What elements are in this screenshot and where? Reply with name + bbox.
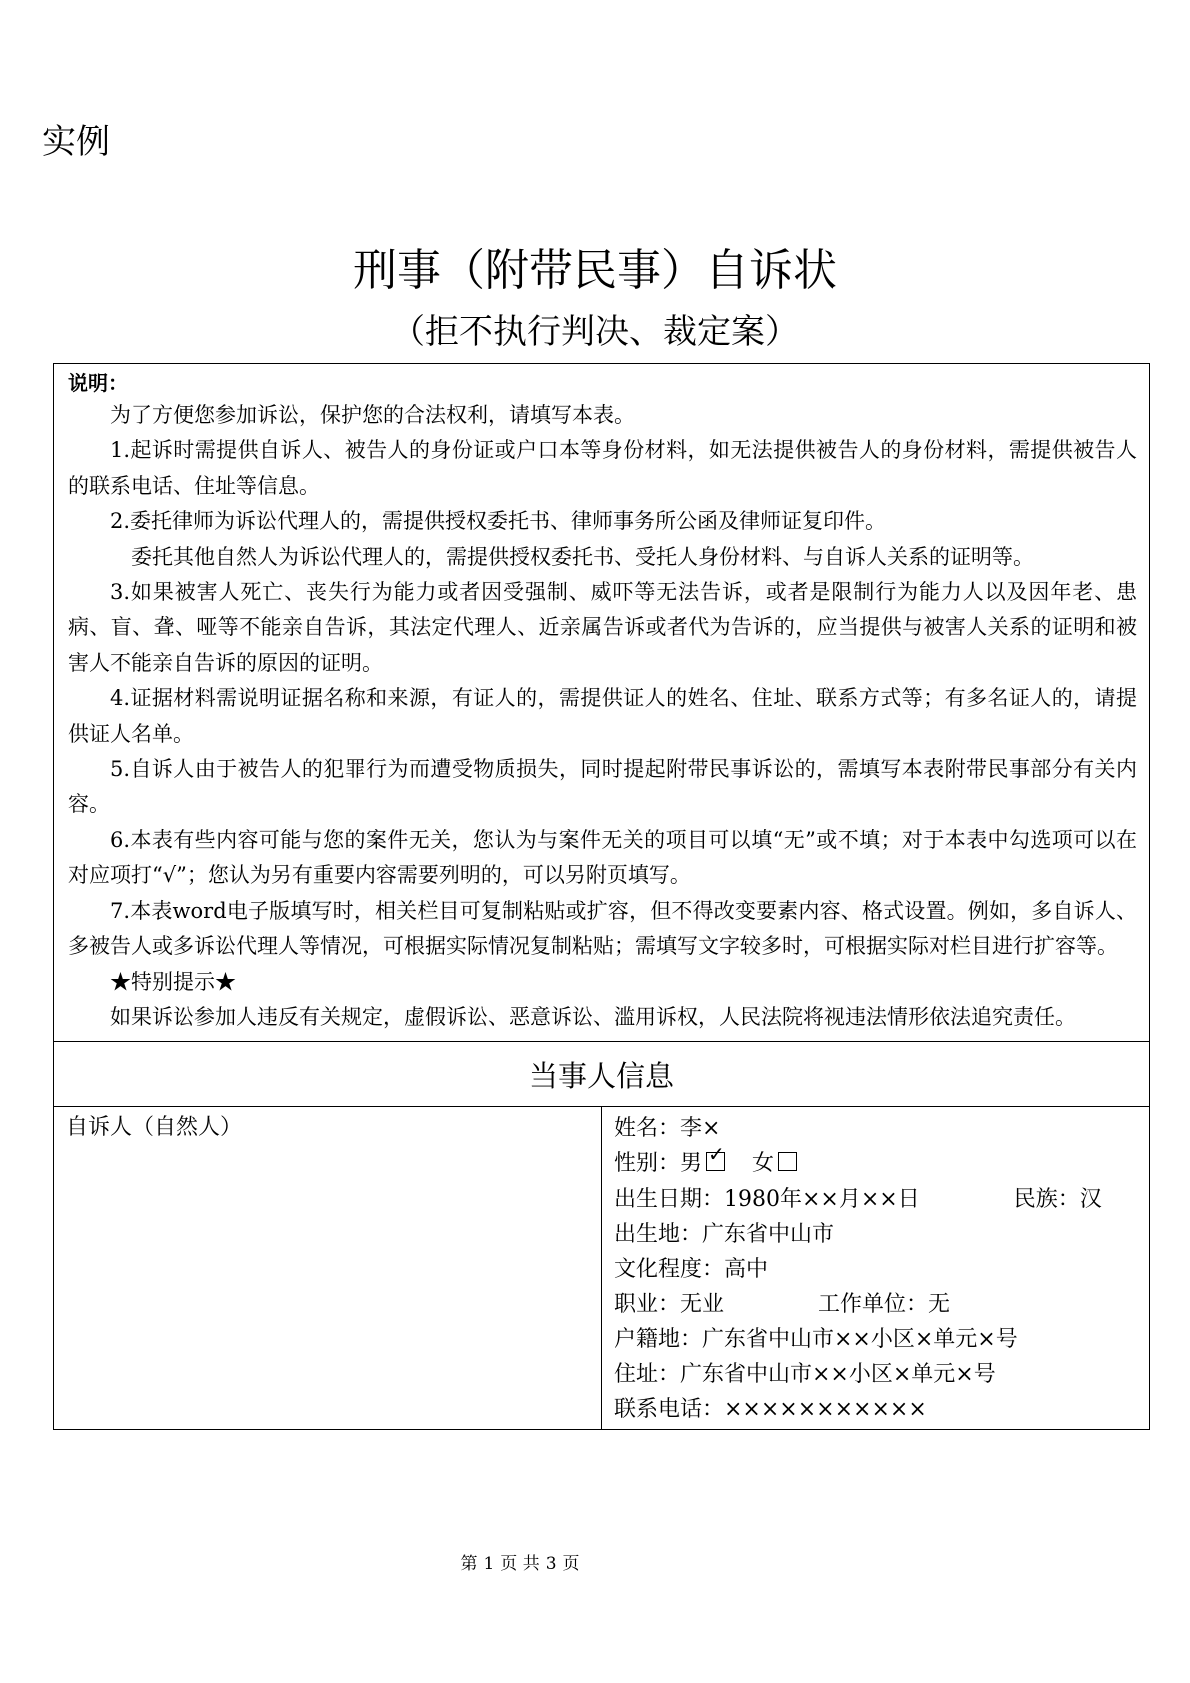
plaintiff-info [602, 1107, 1150, 1430]
plaintiff-address[interactable]: 住址：广东省中山市××小区×单元×号 [614, 1361, 996, 1387]
notes-item-3: 3.如果被害人死亡、丧失行为能力或者因受强制、威吓等无法告诉，或者是限制行为能力人以及因年老、患病、盲、聋、哑等不能亲自告诉，其法定代理人、近亲属告诉或者代为告诉的，应当提供与被害人关系的证明和被害人不能亲自告诉的原因的证明。 [68, 580, 1137, 675]
plaintiff-education[interactable]: 文化程度：高中 [614, 1256, 769, 1282]
notes-item-2: 2.委托律师为诉讼代理人的，需提供授权委托书、律师事务所公函及律师证复印件。 [110, 509, 887, 534]
notes-item-7: 7.本表word电子版填写时，相关栏目可复制粘贴或扩容，但不得改变要素内容、格式设置。例如，多自诉人、多被告人或多诉讼代理人等情况，可根据实际情况复制粘贴；需填写文字较多时，可根据实际对栏目进行扩容等。 [68, 898, 1137, 959]
plaintiff-row [54, 1107, 1150, 1430]
gender-male-checkbox[interactable] [706, 1142, 725, 1171]
checkmark-icon: ✓ [708, 1142, 725, 1167]
special-notice-heading: ★特别提示★ [110, 969, 236, 994]
plaintiff-household-registration[interactable]: 户籍地：广东省中山市××小区×单元×号 [614, 1326, 1018, 1352]
plaintiff-employer[interactable]: 工作单位：无 [818, 1291, 951, 1317]
plaintiff-birth-date[interactable]: 出生日期：1980年××月××日 [614, 1186, 920, 1212]
footer-page-total: 3 [545, 1554, 557, 1574]
plaintiff-gender [614, 1142, 1149, 1181]
footer-page-suffix: 页 [562, 1554, 580, 1574]
plaintiff-birth-line [614, 1182, 1149, 1217]
special-notice-text: 如果诉讼参加人违反有关规定，虚假诉讼、恶意诉讼、滥用诉权，人民法院将视违法情形依法追究责任。 [110, 1004, 1076, 1029]
page-footer [0, 1553, 1040, 1575]
notes-item-5: 5.自诉人由于被告人的犯罪行为而遭受物质损失，同时提起附带民事诉讼的，需填写本表附带民事部分有关内容。 [68, 757, 1137, 817]
gender-male-label: 男 [680, 1151, 703, 1177]
example-label: 实例 [42, 122, 110, 162]
footer-page-prefix: 第 [460, 1554, 478, 1574]
notes-cell [54, 364, 1150, 1042]
plaintiff-birthplace[interactable]: 出生地：广东省中山市 [614, 1221, 835, 1247]
notes-item-6: 6.本表有些内容可能与您的案件无关，您认为与案件无关的项目可以填“无”或不填；对于本表中勾选项可以在对应项打“√”；您认为另有重要内容需要列明的，可以另附页填写。 [68, 827, 1137, 888]
document-title: 刑事（附带民事）自诉状 [353, 245, 837, 296]
gender-label: 性别： [614, 1151, 681, 1177]
notes-heading: 说明： [68, 371, 128, 395]
notes-row [54, 364, 1150, 1042]
gender-female-label: 女 [752, 1151, 775, 1177]
gender-female-checkbox[interactable] [778, 1152, 797, 1171]
plaintiff-occupation-line [614, 1287, 1149, 1322]
document-subtitle: （拒不执行判决、裁定案） [391, 312, 799, 352]
party-section-title: 当事人信息 [54, 1042, 1150, 1107]
plaintiff-name[interactable]: 姓名：李× [614, 1116, 721, 1142]
notes-item-4: 4.证据材料需说明证据名称和来源，有证人的，需提供证人的姓名、住址、联系方式等；有多名证人的，请提供证人名单。 [68, 686, 1137, 746]
notes-item-1: 1.起诉时需提供自诉人、被告人的身份证或户口本等身份材料，如无法提供被告人的身份材料，需提供被告人的联系电话、住址等信息。 [68, 438, 1137, 498]
party-section-row [54, 1042, 1150, 1107]
plaintiff-phone[interactable]: 联系电话：××××××××××× [614, 1397, 927, 1423]
complaint-form-table [53, 363, 1150, 1430]
plaintiff-occupation[interactable]: 职业：无业 [614, 1291, 725, 1317]
plaintiff-label: 自诉人（自然人） [54, 1107, 602, 1430]
notes-intro: 为了方便您参加诉讼，保护您的合法权利，请填写本表。 [110, 403, 635, 427]
footer-page-number: 1 [483, 1554, 495, 1574]
notes-item-2b: 委托其他自然人为诉讼代理人的，需提供授权委托书、受托人身份材料、与自诉人关系的证明等。 [131, 544, 1034, 569]
footer-page-mid: 页 共 [500, 1554, 540, 1574]
plaintiff-ethnicity[interactable]: 民族：汉 [1013, 1186, 1102, 1212]
